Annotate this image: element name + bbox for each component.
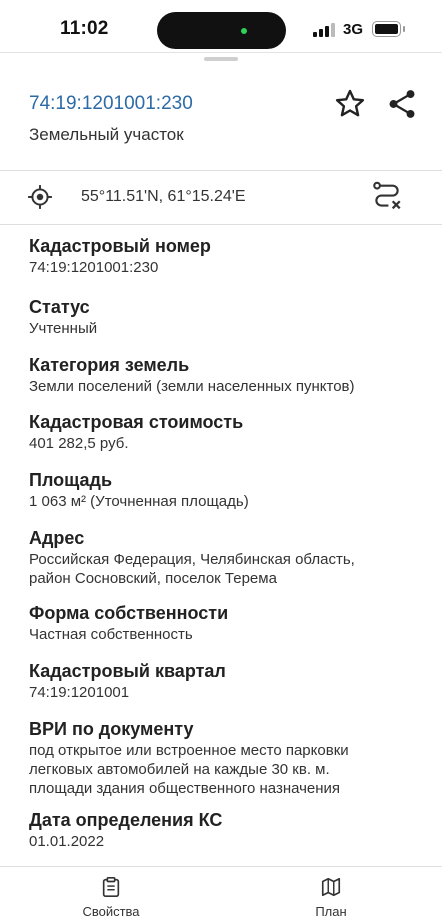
field-cadastral-value <box>29 411 429 453</box>
field-label: Кадастровая стоимость <box>29 412 244 432</box>
cadastral-number-link[interactable]: 74:19:1201001:230 <box>29 93 193 114</box>
signal-strength-icon <box>313 23 335 37</box>
nav-tab-properties[interactable] <box>51 867 171 919</box>
nav-label: План <box>315 904 347 919</box>
field-value-line: район Сосновский, поселок Терема <box>29 570 277 587</box>
field-value-line: Российская Федерация, Челябинская область, <box>29 551 355 568</box>
field-label: Площадь <box>29 470 113 490</box>
field-cadastral-quarter <box>29 660 429 702</box>
field-value-line: под открытое или встроенное место парковки <box>29 742 349 759</box>
field-value-line: площади здания общественного назначения <box>29 780 341 797</box>
network-type: 3G <box>343 21 364 38</box>
map-icon <box>320 876 342 898</box>
field-value: 1 063 м² (Уточненная площадь) <box>29 493 249 510</box>
share-button[interactable] <box>385 87 419 121</box>
field-label: Дата определения КС <box>29 810 223 830</box>
field-ownership-form <box>29 602 429 644</box>
bottom-navigation <box>0 866 442 919</box>
share-icon <box>385 87 419 121</box>
field-value-line: легковых автомобилей на каждые 30 кв. м. <box>29 761 330 778</box>
nav-tab-plan[interactable] <box>271 867 391 919</box>
camera-indicator-dot <box>241 28 247 34</box>
status-bar <box>0 0 442 56</box>
battery-cap <box>403 26 405 32</box>
nav-label: Свойства <box>82 904 140 919</box>
field-value: Частная собственность <box>29 626 193 643</box>
object-type: Земельный участок <box>29 125 184 144</box>
field-permitted-use <box>29 718 429 798</box>
field-label: Кадастровый номер <box>29 236 211 256</box>
field-address <box>29 527 429 588</box>
field-cadastral-number <box>29 235 429 277</box>
star-outline-icon <box>333 87 367 121</box>
field-land-category <box>29 354 429 396</box>
field-label: ВРИ по документу <box>29 719 194 739</box>
field-area <box>29 469 429 511</box>
clipboard-icon <box>100 876 122 898</box>
field-value: 01.01.2022 <box>29 833 105 850</box>
field-status <box>29 296 429 338</box>
route-button[interactable] <box>370 180 404 214</box>
coordinates-row <box>0 171 442 225</box>
field-value: Учтенный <box>29 320 98 337</box>
details-sheet <box>0 52 442 910</box>
field-value: 74:19:1201001:230 <box>29 259 159 276</box>
field-label: Форма собственности <box>29 603 229 623</box>
field-label: Статус <box>29 297 90 317</box>
favorite-button[interactable] <box>333 87 367 121</box>
field-valuation-date <box>29 809 429 851</box>
object-header <box>0 53 442 171</box>
status-time: 11:02 <box>60 18 109 39</box>
field-value: Земли поселений (земли населенных пунктов) <box>29 378 355 395</box>
field-label: Кадастровый квартал <box>29 661 226 681</box>
dynamic-island <box>157 12 286 49</box>
route-clear-icon <box>370 180 404 214</box>
field-value: 74:19:1201001 <box>29 684 130 701</box>
gps-target-icon[interactable] <box>27 184 53 210</box>
field-label: Адрес <box>29 528 85 548</box>
battery-icon <box>372 21 401 37</box>
coordinates-text[interactable]: 55°11.51'N, 61°15.24'E <box>81 188 246 205</box>
field-value: 401 282,5 руб. <box>29 435 129 452</box>
field-label: Категория земель <box>29 355 190 375</box>
